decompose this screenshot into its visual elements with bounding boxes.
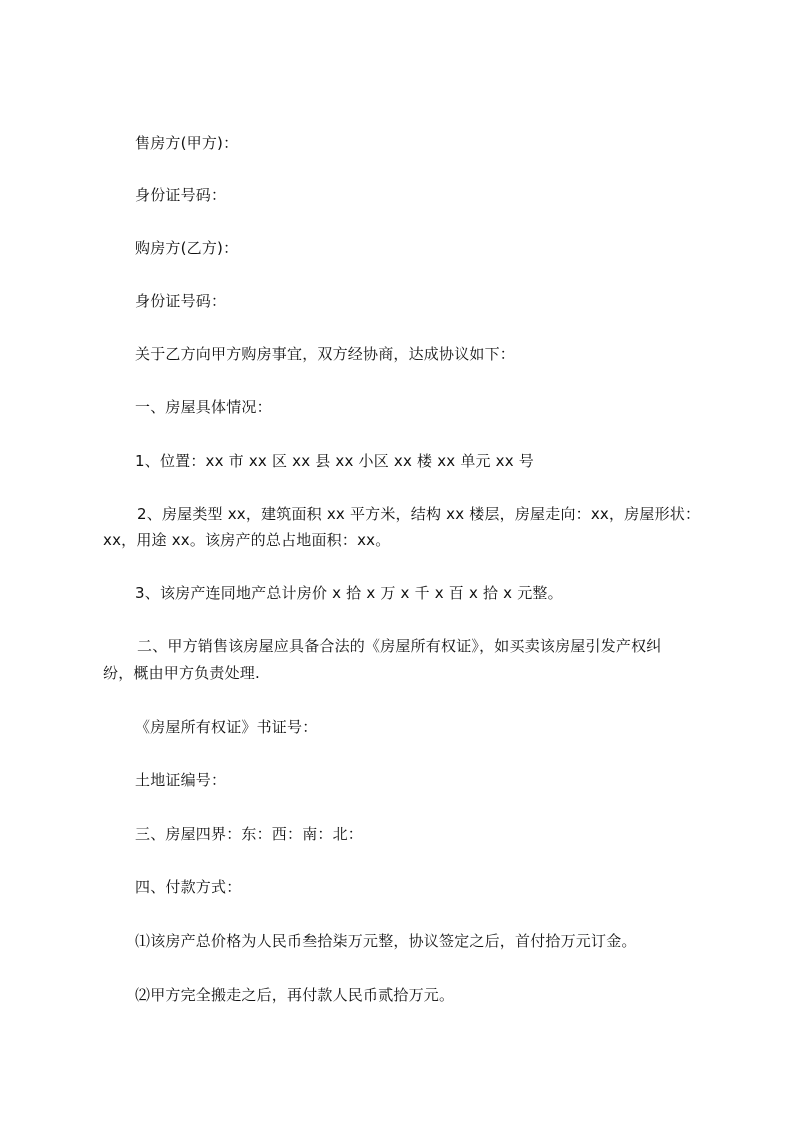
buyer-id-label: 身份证号码： bbox=[135, 292, 227, 310]
section-four-heading: 四、付款方式： bbox=[135, 878, 242, 896]
agreement-intro: 关于乙方向甲方购房事宜，双方经协商，达成协议如下： bbox=[135, 345, 516, 363]
payment-item-1: ⑴该房产总价格为人民币叁拾柒万元整，协议签定之后，首付拾万元订金。 bbox=[135, 932, 637, 950]
buyer-label: 购房方(乙方)： bbox=[135, 239, 239, 257]
location-line: 1、位置：xx 市 xx 区 xx 县 xx 小区 xx 楼 xx 单元 xx 号 bbox=[135, 452, 535, 470]
seller-label: 售房方(甲方)： bbox=[135, 134, 239, 152]
section-one-heading: 一、房屋具体情况： bbox=[135, 398, 272, 416]
seller-id-label: 身份证号码： bbox=[135, 186, 227, 204]
price-line: 3、该房产连同地产总计房价 x 拾 x 万 x 千 x 百 x 拾 x 元整。 bbox=[135, 584, 563, 602]
section-two-line-1: 二、甲方销售该房屋应具备合法的《房屋所有权证》，如买卖该房屋引发产权纠 bbox=[137, 637, 662, 655]
section-three-boundaries: 三、房屋四界：东：西：南：北： bbox=[135, 825, 364, 843]
ownership-certificate-number-label: 《房屋所有权证》书证号： bbox=[135, 718, 318, 736]
land-certificate-number-label: 土地证编号： bbox=[135, 771, 227, 789]
payment-item-2: ⑵甲方完全搬走之后，再付款人民币贰拾万元。 bbox=[135, 986, 455, 1004]
house-type-line-1: 2、房屋类型 xx，建筑面积 xx 平方米，结构 xx 楼层，房屋走向：xx，房屋形状： bbox=[137, 505, 701, 523]
section-two-line-2: 纷，概由甲方负责处理. bbox=[103, 664, 260, 682]
house-type-line-2: xx，用途 xx。该房产的总占地面积：xx。 bbox=[103, 531, 391, 549]
